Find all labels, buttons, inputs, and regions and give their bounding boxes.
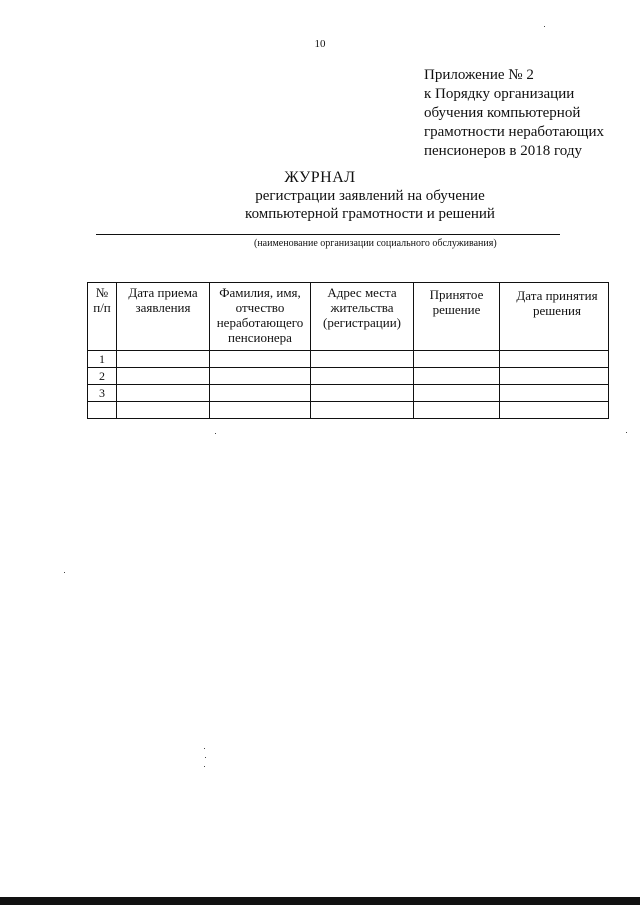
table-cell: [117, 385, 210, 402]
table-cell: 3: [88, 385, 117, 402]
table-cell: 2: [88, 368, 117, 385]
column-header-decision-date: Дата принятия решения: [500, 283, 609, 351]
table-cell: [210, 402, 311, 419]
table-cell: [500, 351, 609, 368]
table-cell: [210, 368, 311, 385]
table-cell: [117, 351, 210, 368]
page-number: 10: [314, 38, 326, 50]
column-header-decision: Принятое решение: [414, 283, 500, 351]
organization-caption: (наименование организации социального обслуживания): [254, 238, 497, 249]
table-cell: [500, 402, 609, 419]
table-cell: [311, 368, 414, 385]
scan-speck: [204, 766, 205, 767]
journal-title: ЖУРНАЛ: [284, 169, 356, 186]
scan-speck: [204, 748, 205, 749]
column-header-number: № п/п: [88, 283, 117, 351]
table-header-row: [88, 283, 609, 351]
table-cell: [117, 368, 210, 385]
table-row: [88, 351, 609, 368]
table-row: [88, 402, 609, 419]
table-cell: [88, 402, 117, 419]
table-cell: [311, 351, 414, 368]
registration-table: [87, 282, 609, 419]
appendix-line: к Порядку организации: [424, 86, 575, 102]
table-cell: [311, 402, 414, 419]
column-header-full-name: Фамилия, имя, отчество неработающего пенсионера: [210, 283, 311, 351]
scan-speck: [215, 433, 216, 434]
table-row: [88, 368, 609, 385]
scan-speck: [205, 757, 206, 758]
column-header-address: Адрес места жительства (регистрации): [311, 283, 414, 351]
journal-subtitle: [0, 187, 640, 223]
table-cell: [414, 368, 500, 385]
appendix-line: пенсионеров в 2018 году: [424, 143, 582, 159]
appendix-line: Приложение № 2: [424, 67, 534, 83]
appendix-line: грамотности неработающих: [424, 124, 605, 140]
table-cell: [414, 402, 500, 419]
organization-name-line: [96, 234, 560, 235]
scan-bottom-edge: [0, 897, 640, 905]
table-cell: [500, 385, 609, 402]
table-cell: [210, 351, 311, 368]
column-header-application-date: Дата приема заявления: [117, 283, 210, 351]
table-cell: [210, 385, 311, 402]
table-cell: [414, 351, 500, 368]
appendix-note: [424, 66, 624, 161]
journal-subtitle-line: регистрации заявлений на обучение: [255, 188, 485, 204]
scan-speck: [544, 26, 545, 27]
appendix-line: обучения компьютерной: [424, 105, 581, 121]
scan-speck: [626, 432, 627, 433]
table-cell: [117, 402, 210, 419]
scan-speck: [64, 572, 65, 573]
table-cell: [500, 368, 609, 385]
journal-subtitle-line: компьютерной грамотности и решений: [245, 206, 495, 222]
table-cell: [414, 385, 500, 402]
table-row: [88, 385, 609, 402]
table-cell: 1: [88, 351, 117, 368]
table-cell: [311, 385, 414, 402]
